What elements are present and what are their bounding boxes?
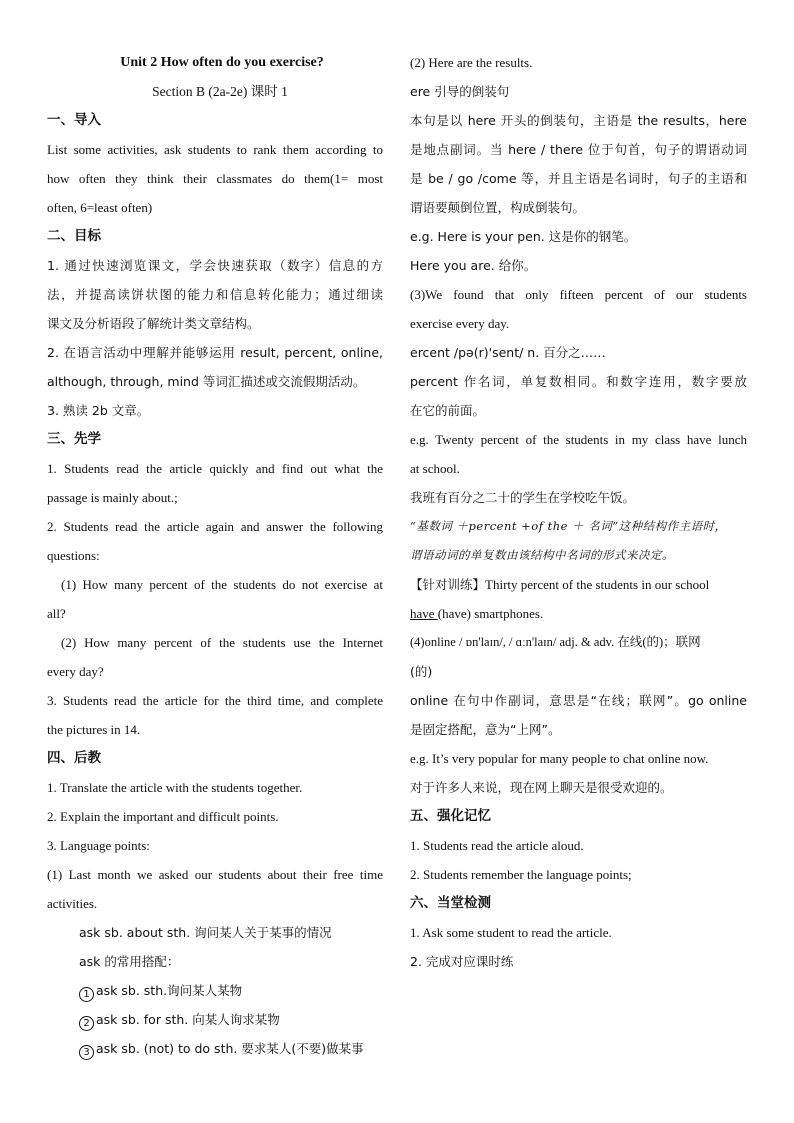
text-line: e.g. Here is your pen. 这是你的钢笔。: [410, 229, 637, 244]
text-line: 2. Explain the important and difficult points.: [47, 809, 279, 824]
text-line: ercent /pə(r)'sent/ n. 百分之……: [410, 345, 606, 360]
text-line: (3)We found that only fifteen percent of our students: [410, 287, 747, 302]
text-line: 1. Students read the article quickly and find out what the: [47, 461, 383, 476]
collocation-text: ask sb. (not) to do sth. 要求某人(不要)做某事: [96, 1041, 364, 1056]
text-line: (4)online / ɒn'laɪn/, / ɑːn'laɪn/ adj. & adv. 在线(的)；联网: [410, 635, 701, 649]
collocation-text: ask sb. for sth. 向某人询求某物: [96, 1012, 280, 1027]
text-line: 本句是以 here 开头的倒装句，主语是 the results，here: [410, 113, 747, 128]
text-line: exercise every day.: [410, 316, 510, 331]
collocation-item: [47, 1034, 383, 1063]
text-line: 在它的前面。: [410, 403, 486, 418]
practice-hint: (have) smartphones.: [437, 606, 544, 621]
text-line: 3. 熟读 2b 文章。: [47, 403, 150, 418]
text-line: all?: [47, 606, 66, 621]
grammar-note: 谓语动词的单复数由该结构中名词的形式来决定。: [410, 548, 674, 562]
text-line: activities.: [47, 896, 98, 911]
practice-label: 【针对训练】: [410, 577, 486, 592]
collocation-item: [47, 976, 383, 1005]
text-line: 谓语要颠倒位置，构成倒装句。: [410, 200, 586, 215]
text-line: 1. Students read the article aloud.: [410, 838, 584, 853]
text-line: often, 6=least often): [47, 200, 153, 215]
text-line: 2. 在语言活动中理解并能够运用 result, percent, online,: [47, 345, 383, 360]
text-line: 1. Translate the article with the students together.: [47, 780, 303, 795]
circled-number: 3: [79, 1045, 94, 1060]
circled-number: 2: [79, 1016, 94, 1031]
text-line: (的): [410, 664, 433, 679]
text-line: 是固定搭配，意为“上网”。: [410, 722, 561, 737]
text-line: questions:: [47, 548, 100, 563]
text-line: 3. Language points:: [47, 838, 150, 853]
text-line: e.g. Twenty percent of the students in my class have lunch: [410, 432, 747, 447]
text-line: 2. Students remember the language points;: [410, 867, 632, 882]
text-line: at school.: [410, 461, 460, 476]
collocation-title: ask 的常用搭配：: [79, 954, 180, 969]
text-line: although, through, mind 等词汇描述或交流假期活动。: [47, 374, 366, 389]
text-line: passage is mainly about.;: [47, 490, 178, 505]
grammar-note: “基数词 ＋percent +of the ＋ 名词”这种结构作主语时，: [410, 519, 727, 533]
right-column: [410, 48, 747, 976]
practice-text: Thirty percent of the students in our school: [485, 577, 710, 592]
text-line: (1) How many percent of the students do not exercise at: [61, 577, 383, 592]
text-line: e.g. It’s very popular for many people to chat online now.: [410, 751, 709, 766]
heading-teaching: 四、后教: [47, 750, 101, 766]
circled-number: 1: [79, 987, 94, 1002]
heading-check: 六、当堂检测: [410, 895, 491, 911]
text-line: percent 作名词，单复数相同。和数字连用，数字要放: [410, 374, 747, 389]
text-line: how often they think their classmates do them(1= most: [47, 171, 383, 186]
left-column: [47, 48, 383, 1063]
practice-answer-line: [410, 599, 747, 628]
text-line: Here you are. 给你。: [410, 258, 537, 273]
phrase-line: ask sb. about sth. 询问某人关于某事的情况: [79, 925, 332, 940]
heading-reinforce: 五、强化记忆: [410, 808, 491, 824]
section-subtitle: Section B (2a-2e) 课时 1: [152, 84, 288, 99]
text-line: ere 引导的倒装句: [410, 84, 510, 99]
text-line: the pictures in 14.: [47, 722, 141, 737]
collocation-item: [47, 1005, 383, 1034]
text-line: List some activities, ask students to rank them according to: [47, 142, 383, 157]
practice-answer: have: [410, 606, 438, 621]
text-line: 2. 完成对应课时练: [410, 954, 514, 969]
text-line: 2. Students read the article again and answer the following: [47, 519, 383, 534]
collocation-text: ask sb. sth.询问某人某物: [96, 983, 243, 998]
text-line: every day?: [47, 664, 104, 679]
text-line: 3. Students read the article for the third time, and complete: [47, 693, 383, 708]
text-line: 1. 通过快速浏览课文，学会快速获取（数字）信息的方: [47, 258, 383, 273]
text-line: online 在句中作副词，意思是“在线；联网”。go online: [410, 693, 747, 708]
text-line: 法，并提高读饼状图的能力和信息转化能力；通过细读: [47, 287, 383, 302]
text-line: 我班有百分之二十的学生在学校吃午饭。: [410, 490, 636, 505]
text-line: 是 be / go /come 等，并且主语是名词时，句子的主语和: [410, 171, 747, 186]
heading-goals: 二、目标: [47, 228, 101, 244]
heading-prelearn: 三、先学: [47, 431, 101, 447]
text-line: (2) How many percent of the students use the Internet: [61, 635, 383, 650]
text-line: 对于许多人来说，现在网上聊天是很受欢迎的。: [410, 780, 673, 795]
practice-line: [410, 570, 747, 599]
text-line: 是地点副词。当 here / there 位于句首，句子的谓语动词: [410, 142, 747, 157]
heading-intro: 一、导入: [47, 112, 101, 128]
text-line: 1. Ask some student to read the article.: [410, 925, 612, 940]
document-title: Unit 2 How often do you exercise?: [120, 55, 324, 70]
text-line: 课文及分析语段了解统计类文章结构。: [47, 316, 260, 331]
text-line: (2) Here are the results.: [410, 55, 533, 70]
text-line: (1) Last month we asked our students about their free time: [47, 867, 383, 882]
